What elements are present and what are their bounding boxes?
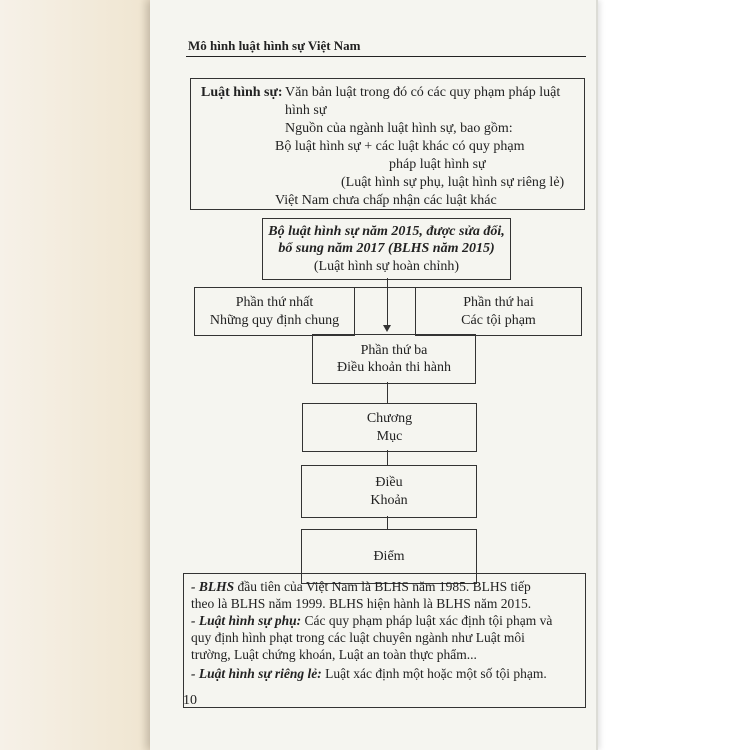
- article-label: Điều: [375, 475, 403, 490]
- criminal-law-definition-box: [190, 78, 585, 210]
- part-one-subtitle: Những quy định chung: [209, 312, 340, 328]
- note-2-line-3: trường, Luật chứng khoán, Luật an toàn thực phẩm...: [191, 647, 477, 662]
- definition-line-1: Văn bản luật trong đó có các quy phạm pháp luật: [285, 85, 561, 100]
- part-three-title: Phần thứ ba: [360, 342, 428, 358]
- part-two-title: Phần thứ hai: [463, 295, 534, 310]
- part-two-subtitle: Các tội phạm: [461, 312, 536, 328]
- criminal-code-title-line-1: Bộ luật hình sự năm 2015, được sửa đổi,: [268, 223, 505, 239]
- arrow-down-icon: [383, 325, 391, 332]
- note-3-text: Luật xác định một hoặc một số tội phạm.: [321, 666, 547, 681]
- definition-line-7: Việt Nam chưa chấp nhận các luật khác: [275, 193, 497, 208]
- chapter-section-box: [302, 403, 477, 452]
- part-three-box: [312, 334, 476, 384]
- definition-line-2: hình sự: [285, 103, 327, 118]
- note-1-line-1: [191, 579, 531, 595]
- note-1-term: - BLHS: [191, 579, 235, 594]
- note-2-line-1: [191, 613, 552, 629]
- note-2-text: Các quy phạm pháp luật xác định tội phạm và: [301, 613, 553, 628]
- definition-line-5: pháp luật hình sự: [389, 157, 486, 172]
- note-2-term: - Luật hình sự phụ:: [191, 613, 302, 628]
- point-label: Điểm: [373, 548, 405, 564]
- clause-label: Khoản: [370, 492, 408, 508]
- definition-line-3: Nguồn của ngành luật hình sự, bao gồm:: [285, 121, 513, 136]
- criminal-code-title-line-2: bổ sung năm 2017 (BLHS năm 2015): [278, 241, 495, 257]
- notes-box: [183, 573, 586, 708]
- criminal-code-2015-box: [262, 218, 511, 280]
- note-1-line-2: theo là BLHS năm 1999. BLHS hiện hành là BLHS năm 2015.: [191, 596, 532, 611]
- header-rule: [186, 56, 586, 57]
- connector-part1-part2: [353, 287, 415, 288]
- part-one-title: Phần thứ nhất: [235, 295, 314, 310]
- note-1-text: đầu tiên của Việt Nam là BLHS năm 1985. BLHS tiếp: [234, 579, 531, 594]
- part-two-box: [415, 287, 582, 336]
- note-3-line-1: [191, 666, 547, 682]
- chapter-label: Chương: [366, 411, 413, 426]
- criminal-law-label: Luật hình sự:: [201, 85, 283, 100]
- criminal-code-subtitle: (Luật hình sự hoàn chỉnh): [313, 258, 460, 274]
- note-2-line-2: quy định hình phạt trong các luật chuyên ngành như Luật môi: [191, 630, 525, 645]
- note-3-term: - Luật hình sự riêng lẻ:: [191, 666, 322, 681]
- connector-blhs-part3: [387, 278, 388, 325]
- page-number: 10: [183, 693, 197, 708]
- connector-chuong-dieu: [387, 450, 388, 465]
- definition-line-6: (Luật hình sự phụ, luật hình sự riêng lẻ): [341, 175, 565, 190]
- part-three-subtitle: Điều khoản thi hành: [337, 360, 451, 375]
- section-label: Mục: [376, 428, 403, 444]
- connector-part3-chuong: [387, 382, 388, 403]
- definition-line-4: Bộ luật hình sự + các luật khác có quy phạm: [275, 139, 525, 154]
- part-one-box: [194, 287, 355, 336]
- page-header-title: Mô hình luật hình sự Việt Nam: [188, 38, 361, 53]
- article-clause-box: [301, 465, 477, 518]
- connector-dieu-diem: [387, 516, 388, 529]
